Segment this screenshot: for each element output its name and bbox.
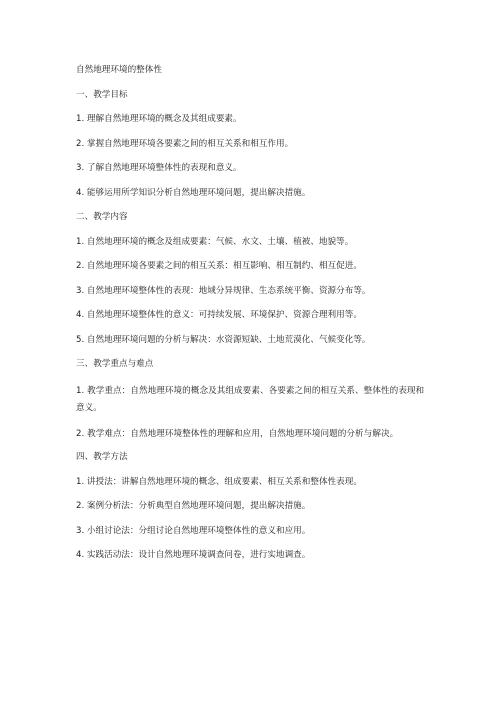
list-item: 5. 自然地理环境问题的分析与解决：水资源短缺、土地荒漠化、气候变化等。	[76, 334, 371, 345]
list-item: 1. 讲授法：讲解自然地理环境的概念、组成要素、相互关系和整体性表现。	[76, 476, 362, 487]
list-item: 2. 自然地理环境各要素之间的相互关系：相互影响、相互制约、相互促进。	[76, 261, 362, 271]
list-item: 4. 自然地理环境整体性的意义：可持续发展、环境保护、资源合理利用等。	[76, 310, 362, 320]
list-item: 3. 自然地理环境整体性的表现：地域分异规律、生态系统平衡、资源分布等。	[76, 285, 371, 296]
document-body	[76, 64, 428, 574]
list-item: 4. 能够运用所学知识分析自然地理环境问题，提出解决措施。	[76, 187, 311, 198]
list-item: 1. 教学重点：自然地理环境的概念及其组成要素、各要素之间的相互关系、整体性的表现和意义。	[76, 385, 425, 413]
section-heading-content: 二、教学内容	[76, 212, 128, 222]
section-heading-methods: 四、教学方法	[76, 452, 128, 462]
list-item: 3. 小组讨论法：分组讨论自然地理环境整体性的意义和应用。	[76, 525, 311, 536]
document-title: 自然地理环境的整体性	[76, 65, 162, 75]
list-item: 2. 掌握自然地理环境各要素之间的相互关系和相互作用。	[76, 138, 294, 149]
section-heading-key-points: 三、教学重点与难点	[76, 359, 154, 369]
list-item: 3. 了解自然地理环境整体性的表现和意义。	[76, 163, 242, 173]
list-item: 1. 自然地理环境的概念及组成要素：气候、水文、土壤、植被、地貌等。	[76, 236, 354, 247]
list-item: 4. 实践活动法：设计自然地理环境调查问卷，进行实地调查。	[76, 550, 311, 560]
list-item: 2. 案例分析法：分析典型自然地理环境问题，提出解决措施。	[76, 501, 311, 511]
section-heading-objectives: 一、教学目标	[76, 89, 128, 100]
list-item: 1. 理解自然地理环境的概念及其组成要素。	[76, 114, 242, 124]
list-item: 2. 教学难点：自然地理环境整体性的理解和应用，自然地理环境问题的分析与解决。	[76, 428, 399, 439]
